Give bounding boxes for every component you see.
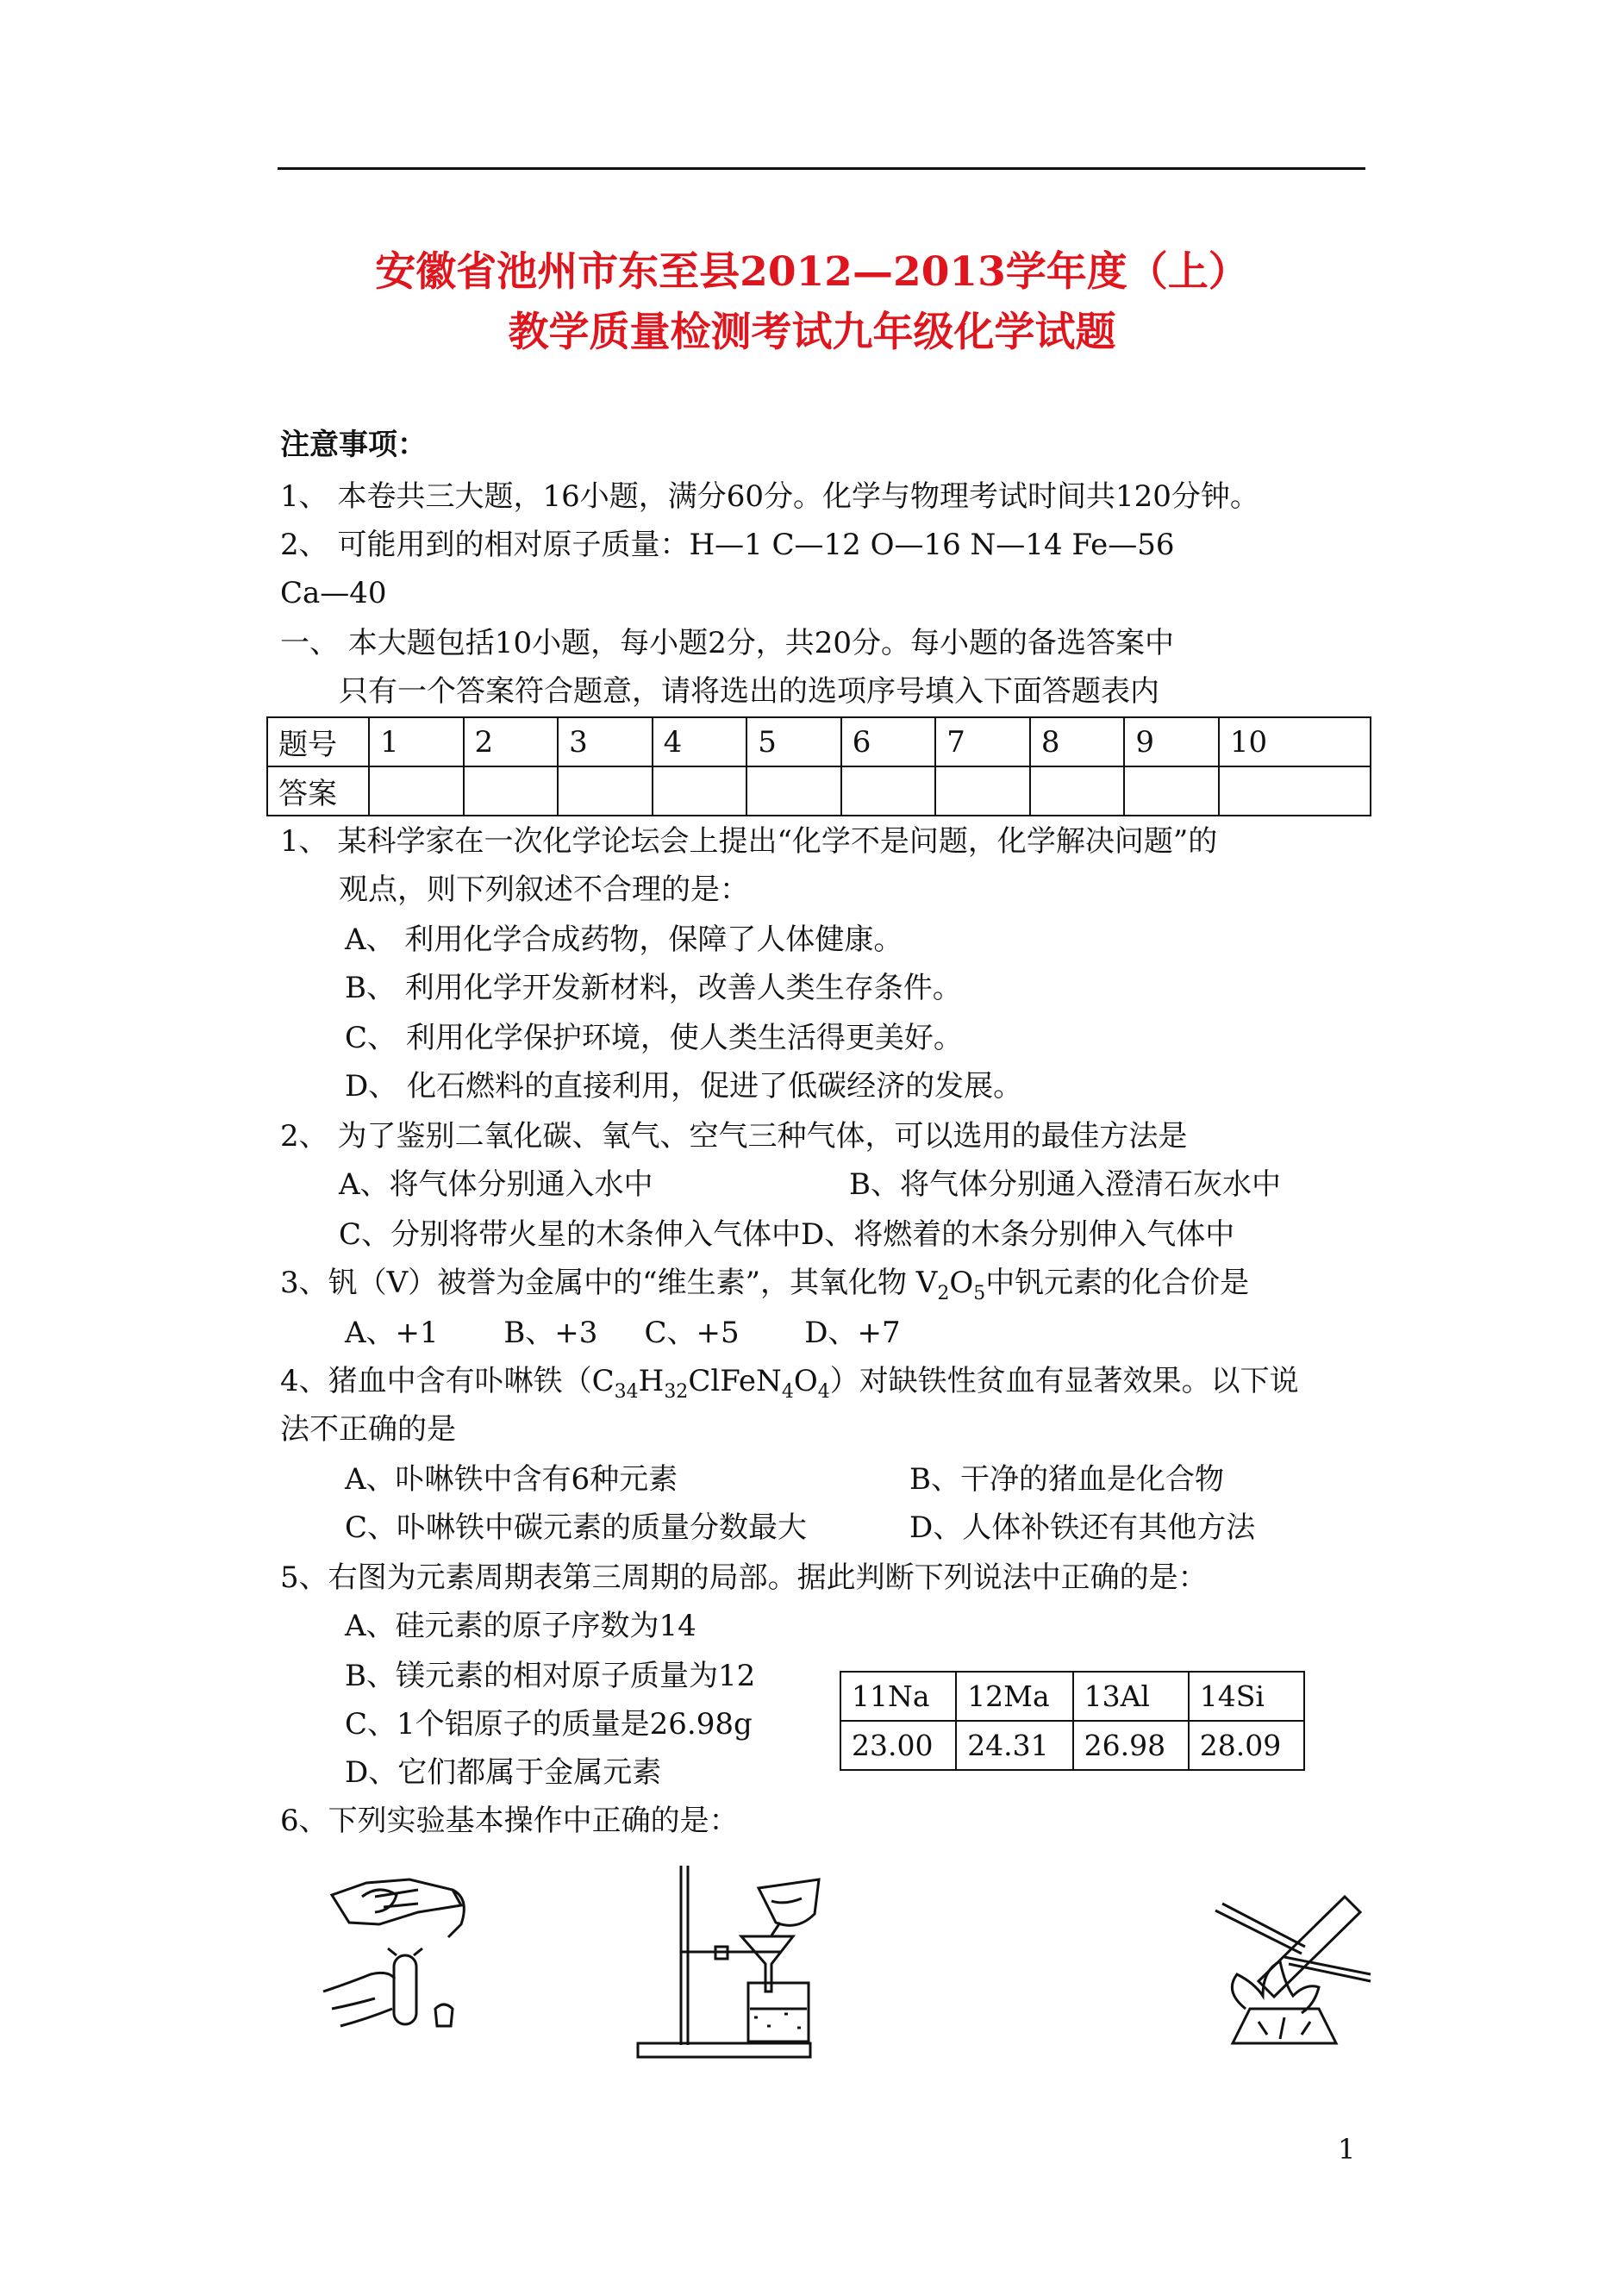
answer-table-number: 9 [1124,717,1219,766]
answer-table-number: 6 [841,717,936,766]
q4-stem-2: 法不正确的是 [280,1412,456,1447]
element-symbol-cell: 13Al [1073,1672,1189,1721]
element-mass-cell: 24.31 [956,1721,1072,1770]
section-1-line-2: 只有一个答案符合题意，请将选出的选项序号填入下面答题表内 [339,674,1159,709]
q5-option-c: C、1个铝原子的质量是26.98g [345,1707,753,1742]
answer-table-number: 1 [369,717,464,766]
q1-stem-1: 1、 某科学家在一次化学论坛会上提出“化学不是问题，化学解决问题”的 [280,824,1218,859]
q3-subscript: 5 [973,1282,986,1304]
answer-table-number: 10 [1219,717,1371,766]
periodic-row-masses [840,1721,1304,1770]
element-mass-cell: 23.00 [840,1721,956,1770]
answer-table-number: 8 [1030,717,1125,766]
title-line-2: 教学质量检测考试九年级化学试题 [508,309,1116,356]
q3-subscript: 2 [937,1282,950,1304]
element-mass-cell: 26.98 [1073,1721,1189,1770]
q4-subscript: 32 [664,1380,689,1403]
element-symbol-cell: 11Na [840,1672,956,1721]
answer-table-number: 3 [558,717,653,766]
answer-table [266,716,1371,816]
answer-cell[interactable] [558,766,653,816]
notes-item-1: 1、 本卷共三大题，16小题，满分60分。化学与物理考试时间共120分钟。 [280,479,1259,514]
pouring-liquid-illustration [315,1871,487,2043]
filtration-illustration [629,1862,836,2060]
answer-cell[interactable] [1219,766,1371,816]
answer-cell[interactable] [369,766,464,816]
q5-option-a: A、硅元素的原子序数为14 [345,1609,696,1643]
q4-stem-1 [280,1364,1299,1410]
answer-cell[interactable] [935,766,1030,816]
periodic-row-symbols [840,1672,1304,1721]
answer-table-row-answers [267,766,1371,816]
q3-stem [280,1266,1249,1311]
answer-cell[interactable] [1124,766,1219,816]
q3-stem-text: 3、钒（V）被誉为金属中的“维生素”，其氧化物 V [280,1266,938,1300]
answer-table-number: 7 [935,717,1030,766]
notes-item-2: 2、 可能用到的相对原子质量：H—1 C—12 O—16 N—14 Fe—56 [280,528,1175,562]
page-number: 1 [1338,2133,1356,2166]
notes-heading: 注意事项： [280,428,427,462]
q4-formula-text: H [638,1364,665,1398]
q5-option-d: D、它们都属于金属元素 [345,1755,662,1790]
q4-option-b: B、干净的猪血是化合物 [909,1462,1224,1497]
title-line-1: 安徽省池州市东至县2012—2013学年度（上） [375,248,1249,296]
periodic-table-fragment [840,1671,1305,1771]
q4-option-d: D、人体补铁还有其他方法 [909,1510,1256,1545]
q4-subscript: 34 [614,1380,639,1403]
q1-option-c: C、 利用化学保护环境，使人类生活得更美好。 [345,1021,963,1055]
q5-option-b: B、镁元素的相对原子质量为12 [345,1659,756,1693]
q1-option-a: A、 利用化学合成药物，保障了人体健康。 [345,922,903,957]
top-rule [278,167,1365,170]
element-symbol-cell: 12Ma [956,1672,1072,1721]
q2-option-cd: C、分别将带火星的木条伸入气体中D、将燃着的木条分别伸入气体中 [339,1217,1235,1252]
q5-stem: 5、右图为元素周期表第三周期的局部。据此判断下列说法中正确的是： [280,1560,1208,1595]
q3-options: A、+1 B、+3 C、+5 D、+7 [345,1316,901,1350]
q6-stem: 6、下列实验基本操作中正确的是： [280,1804,739,1838]
q4-subscript: 4 [781,1380,794,1403]
element-mass-cell: 28.09 [1189,1721,1304,1770]
section-1-line-1: 一、 本大题包括10小题，每小题2分，共20分。每小题的备选答案中 [280,626,1174,660]
notes-item-2-cont: Ca—40 [280,576,387,610]
q4-subscript: 4 [817,1380,830,1403]
answer-cell[interactable] [841,766,936,816]
answer-table-label: 题号 [267,717,369,766]
q4-formula-text: O [793,1364,818,1398]
answer-table-number: 4 [653,717,747,766]
answer-cell[interactable] [746,766,841,816]
q4-option-c: C、卟啉铁中碳元素的质量分数最大 [345,1510,808,1545]
q2-option-b: B、将气体分别通入澄清石灰水中 [849,1167,1281,1202]
answer-table-row-numbers [267,717,1371,766]
q1-option-d: D、 化石燃料的直接利用，促进了低碳经济的发展。 [345,1069,1023,1104]
heating-illustration [1198,1879,1388,2060]
q3-stem-text: 中钒元素的化合价是 [985,1266,1250,1300]
q1-stem-2: 观点，则下列叙述不合理的是： [339,872,749,907]
q3-stem-text: O [949,1266,974,1300]
answer-cell[interactable] [1030,766,1125,816]
q4-stem-text: 4、猪血中含有卟啉铁（C [280,1364,615,1398]
q4-stem-text: ）对缺铁性贫血有显著效果。以下说 [829,1364,1299,1398]
q4-option-a: A、卟啉铁中含有6种元素 [345,1462,678,1497]
answer-table-number: 2 [464,717,559,766]
q4-formula-text: ClFeN [688,1364,782,1398]
answer-cell[interactable] [464,766,559,816]
answer-cell[interactable] [653,766,747,816]
answer-table-number: 5 [746,717,841,766]
q2-stem: 2、 为了鉴别二氧化碳、氧气、空气三种气体，可以选用的最佳方法是 [280,1119,1188,1154]
element-symbol-cell: 14Si [1189,1672,1304,1721]
q1-option-b: B、 利用化学开发新材料，改善人类生存条件。 [345,971,962,1005]
answer-table-label: 答案 [267,766,369,816]
q2-option-a: A、将气体分别通入水中 [339,1167,653,1202]
